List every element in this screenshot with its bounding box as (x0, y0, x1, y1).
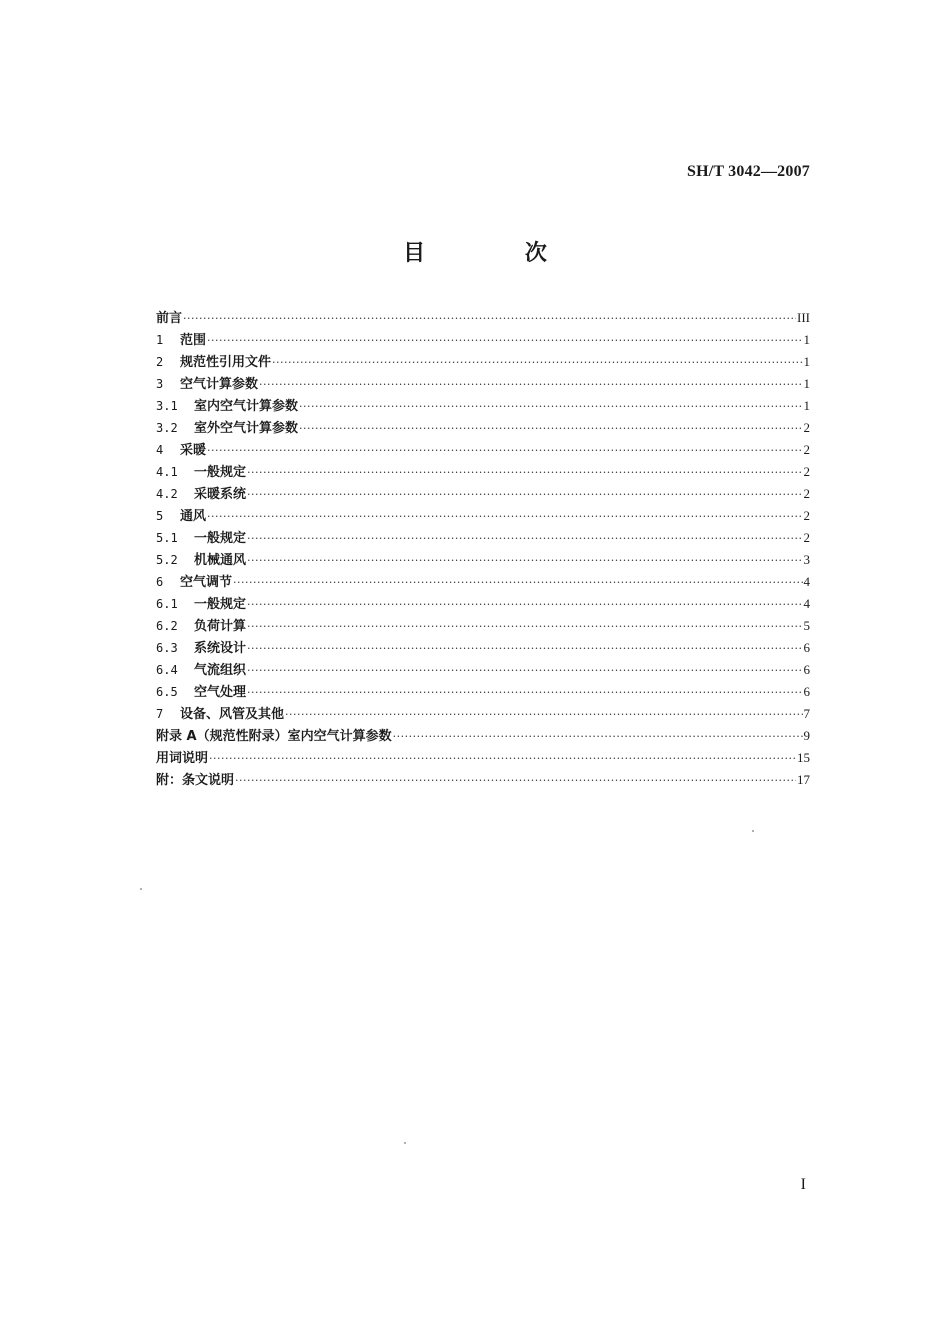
toc-entry[interactable] (156, 637, 810, 659)
toc-entry-number: 6.1 (156, 597, 178, 611)
toc-entry-page: 2 (803, 464, 810, 479)
toc-entry[interactable] (156, 571, 810, 593)
toc-entry-number: 4.1 (156, 465, 178, 479)
toc-leader (247, 660, 802, 682)
toc-entry-number: 3 (156, 377, 164, 391)
toc-entry[interactable] (156, 395, 810, 417)
scan-speck (140, 888, 142, 890)
toc-entry-number: 6.4 (156, 663, 178, 677)
toc-entry-page: 6 (803, 640, 810, 655)
toc-leader (233, 572, 802, 594)
toc-entry-title: 一般规定 (194, 465, 247, 480)
toc-entry-title: 机械通风 (194, 553, 247, 568)
toc-entry-number: 2 (156, 355, 164, 369)
table-of-contents (156, 307, 810, 791)
toc-entry-page: 1 (803, 332, 810, 347)
toc-entry-page: 17 (797, 772, 810, 787)
toc-entry-title: 规范性引用文件 (180, 355, 272, 370)
toc-entry-title: 附录 A（规范性附录）室内空气计算参数 (156, 729, 392, 744)
toc-entry-number: 6.2 (156, 619, 178, 633)
toc-entry-page: 6 (803, 684, 810, 699)
toc-entry-number: 7 (156, 707, 164, 721)
toc-entry[interactable] (156, 439, 810, 461)
toc-entry-title: 室外空气计算参数 (194, 421, 299, 436)
toc-entry-page: 7 (803, 706, 810, 721)
toc-leader (247, 484, 802, 506)
scan-speck (752, 830, 754, 832)
toc-entry[interactable] (156, 351, 810, 373)
toc-entry[interactable] (156, 417, 810, 439)
toc-leader (207, 506, 802, 528)
page-number: I (800, 1176, 806, 1193)
toc-leader (235, 770, 796, 792)
toc-entry-number: 6.5 (156, 685, 178, 699)
toc-entry-page: 1 (803, 354, 810, 369)
toc-leader (183, 308, 796, 330)
toc-entry-title: 空气调节 (180, 575, 233, 590)
toc-entry-title: 通风 (180, 509, 207, 524)
toc-entry-page: 4 (803, 596, 810, 611)
toc-entry[interactable] (156, 461, 810, 483)
toc-leader (209, 748, 796, 770)
toc-leader (247, 616, 802, 638)
toc-entry-title: 附：条文说明 (156, 773, 235, 788)
toc-entry-number: 6 (156, 575, 164, 589)
toc-entry-number: 4.2 (156, 487, 178, 501)
toc-entry-page: 2 (803, 508, 810, 523)
toc-entry-page: 5 (803, 618, 810, 633)
toc-entry-title: 空气计算参数 (180, 377, 259, 392)
toc-entry[interactable] (156, 549, 810, 571)
toc-entry-page: 2 (803, 442, 810, 457)
toc-entry-title: 设备、风管及其他 (180, 707, 285, 722)
toc-entry[interactable] (156, 329, 810, 351)
toc-entry-page: 2 (803, 420, 810, 435)
toc-entry-number: 5 (156, 509, 164, 523)
toc-entry-page: 1 (803, 398, 810, 413)
toc-entry-title: 范围 (180, 333, 207, 348)
toc-entry-page: 2 (803, 486, 810, 501)
toc-entry-title: 系统设计 (194, 641, 247, 656)
toc-entry-title: 室内空气计算参数 (194, 399, 299, 414)
toc-leader (272, 352, 802, 374)
toc-leader (259, 374, 802, 396)
toc-leader (247, 462, 802, 484)
toc-leader (393, 726, 803, 748)
toc-entry-page: 1 (803, 376, 810, 391)
toc-entry[interactable] (156, 373, 810, 395)
toc-entry-title: 采暖 (180, 443, 207, 458)
toc-leader (247, 550, 802, 572)
toc-entry-number: 6.3 (156, 641, 178, 655)
toc-entry[interactable] (156, 659, 810, 681)
toc-entry-page: 2 (803, 530, 810, 545)
toc-leader (285, 704, 802, 726)
toc-entry-title: 采暖系统 (194, 487, 247, 502)
toc-entry-page: 3 (803, 552, 810, 567)
toc-entry-number: 5.1 (156, 531, 178, 545)
toc-entry-page: 6 (803, 662, 810, 677)
toc-leader (207, 330, 802, 352)
toc-entry[interactable] (156, 593, 810, 615)
toc-entry[interactable] (156, 747, 810, 769)
toc-entry-number: 3.1 (156, 399, 178, 413)
toc-entry[interactable] (156, 527, 810, 549)
toc-entry-title: 气流组织 (194, 663, 247, 678)
scan-speck (404, 1142, 406, 1144)
toc-entry-title: 一般规定 (194, 531, 247, 546)
toc-leader (247, 594, 802, 616)
toc-entry-number: 1 (156, 333, 164, 347)
toc-entry-title: 用词说明 (156, 751, 209, 766)
toc-entry[interactable] (156, 681, 810, 703)
toc-entry[interactable] (156, 615, 810, 637)
toc-entry[interactable] (156, 483, 810, 505)
toc-entry[interactable] (156, 703, 810, 725)
toc-entry-page: III (797, 310, 810, 325)
toc-entry-number: 5.2 (156, 553, 178, 567)
toc-entry[interactable] (156, 505, 810, 527)
toc-leader (247, 528, 802, 550)
toc-entry[interactable] (156, 307, 810, 329)
document-code: SH/T 3042—2007 (687, 163, 810, 180)
page-title: 目 次 (403, 241, 593, 266)
toc-entry-page: 15 (797, 750, 810, 765)
toc-entry-number: 3.2 (156, 421, 178, 435)
toc-entry-title: 负荷计算 (194, 619, 247, 634)
toc-entry-title: 前言 (156, 311, 183, 326)
toc-entry-number: 4 (156, 443, 164, 457)
toc-entry-title: 一般规定 (194, 597, 247, 612)
toc-leader (299, 396, 802, 418)
toc-entry-title: 空气处理 (194, 685, 247, 700)
toc-leader (247, 638, 802, 660)
toc-leader (207, 440, 802, 462)
toc-entry-page: 9 (803, 728, 810, 743)
toc-entry[interactable] (156, 725, 810, 747)
toc-entry-page: 4 (803, 574, 810, 589)
toc-leader (299, 418, 802, 440)
toc-entry[interactable] (156, 769, 810, 791)
toc-leader (247, 682, 802, 704)
